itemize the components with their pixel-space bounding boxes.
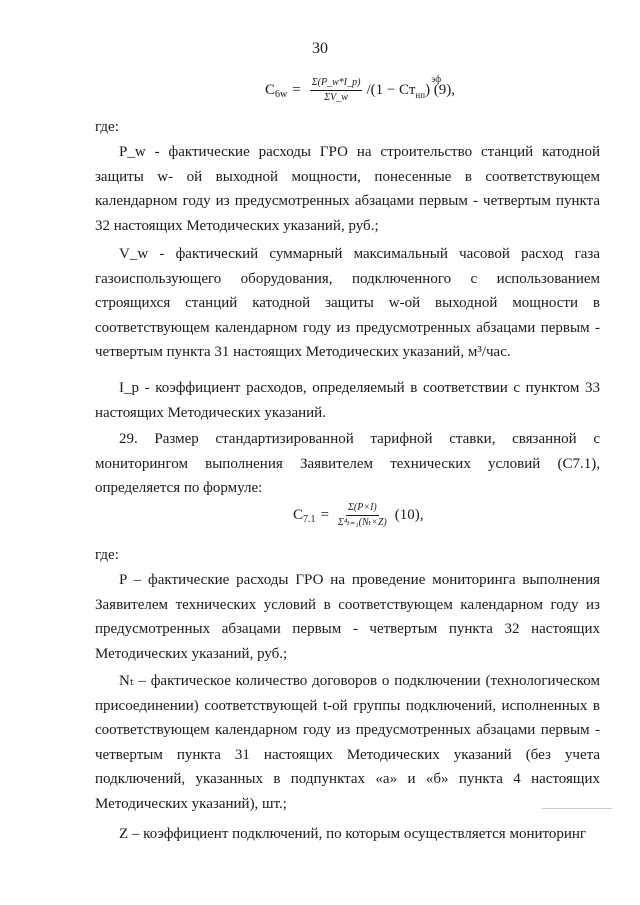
formula-10-rest: (10),	[394, 507, 424, 523]
formula-9-ct-sub: нп	[415, 90, 426, 100]
formula-10-fraction	[338, 503, 387, 528]
formula-9-eq: =	[292, 82, 301, 98]
formula-9-ct-marks	[415, 74, 442, 100]
formula-9-lhs-sub: 6w	[275, 89, 288, 100]
page-number: 30	[312, 40, 328, 57]
formula-9-fraction	[310, 78, 363, 103]
formula-10-eq: =	[320, 507, 329, 523]
formula-9	[265, 74, 456, 103]
formula-9-numerator: Σ(P_w*I_p)	[310, 78, 363, 91]
formula-10-lhs-sub: 7.1	[303, 514, 316, 525]
formula-9-lhs: C	[265, 82, 276, 98]
paragraph-pw: P_w - фактические расходы ГРО на строительство станций катодной защиты w- ой выходной мощности, понесенные в соответствующем календарном году из предусмотренных абзацами первым - четвертым пункта 32 настоящих Методических указаний, руб.;	[95, 144, 600, 234]
formula-10-numerator: Σ(P×I)	[346, 503, 379, 516]
paragraph-nt: Nₜ – фактическое количество договоров о подключении (технологическом присоединении) соответствующей t-ой группы подключений, исполненных в соответствующем календарном году из предусмотренных абзацами первым - четвертым пункта 31 настоящих Методических указаний (без учета подключений, указанных в подпунктах «а» и «б» пункта 4 настоящих Методических указаний), шт.;	[95, 673, 600, 812]
scan-artifact-line	[542, 808, 612, 809]
formula-9-ct-sup: эф	[431, 74, 442, 84]
formula-10-lhs: C	[293, 507, 304, 523]
formula-10-denominator: Σ⁴ₜ₌₁(Nₜ×Z)	[337, 517, 387, 528]
formula-9-denominator: ΣV_w	[324, 92, 348, 103]
paragraph-item-29: 29. Размер стандартизированной тарифной ставки, связанной с мониторингом выполнения Заявителем технических условий (C7.1), определяется по формуле:	[95, 431, 600, 497]
paragraph-vw: V_w - фактический суммарный максимальный часовой расход газа газоиспользующего оборудования, подключенного с использованием строящихся станций катодной защиты w-ой выходной мощности в соответствующем календарном году из предусмотренных абзацами первым - четвертым пункта 31 настоящих Методических указаний, м³/час.	[95, 246, 600, 361]
paragraph-p: P – фактические расходы ГРО на проведение мониторинга выполнения Заявителем технических условий в соответствующем календарном году из предусмотренных абзацами первым - четвертым пункта 32 настоящих Методических указаний, руб.;	[95, 572, 600, 662]
where-label-1: где:	[95, 119, 119, 135]
where-label-2: где:	[95, 547, 119, 563]
paragraph-ip: I_p - коэффициент расходов, определяемый в соответствии с пунктом 33 настоящих Методических указаний.	[95, 380, 600, 421]
formula-10	[293, 503, 423, 528]
paragraph-z: Z – коэффициент подключений, по которым осуществляется мониторинг	[119, 826, 587, 842]
formula-9-rest-open: /(1 − Ст	[366, 82, 416, 98]
formula-9-rest-close: ) (9),	[425, 82, 456, 98]
